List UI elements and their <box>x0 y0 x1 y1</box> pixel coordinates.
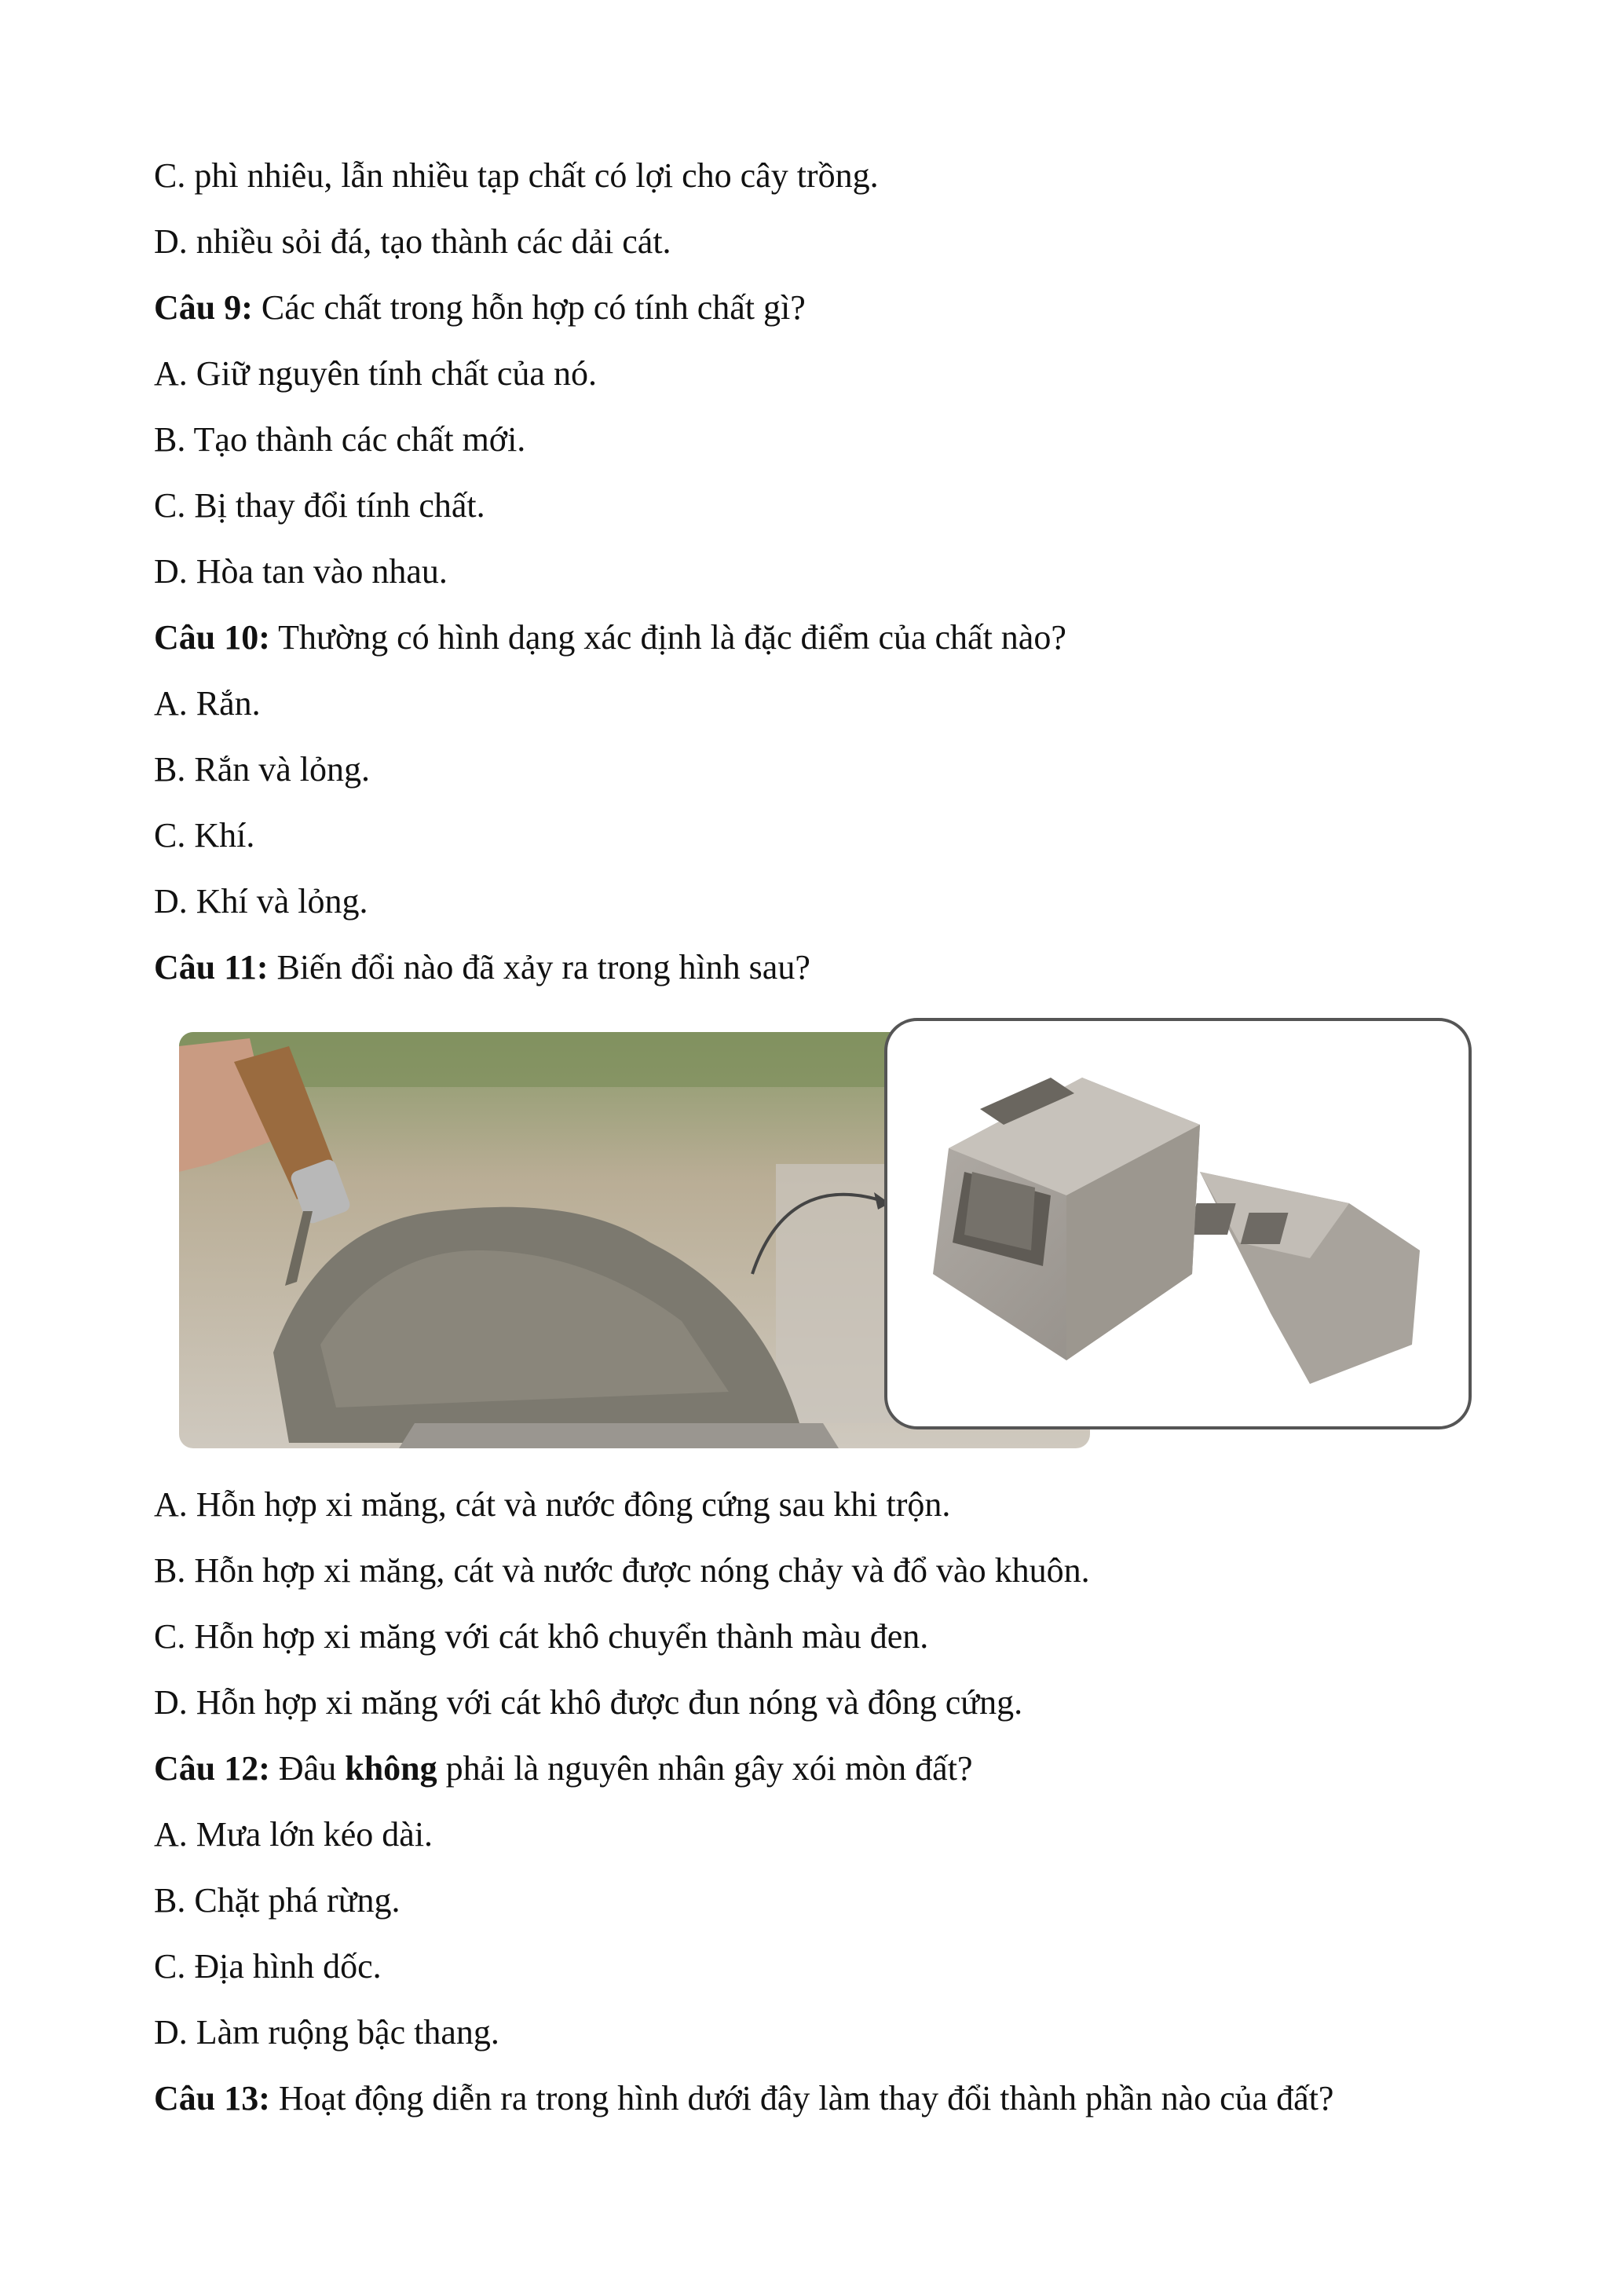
q12-option-d: D. Làm ruộng bậc thang. <box>154 2013 499 2052</box>
q10-option-d: D. Khí và lỏng. <box>154 882 368 921</box>
question-12-label: Câu 12: <box>154 1749 270 1788</box>
right-photo-concrete-blocks <box>886 1019 1470 1428</box>
q10-option-b: B. Rắn và lỏng. <box>154 750 370 789</box>
question-10-label: Câu 10: <box>154 618 270 657</box>
question-10 <box>154 616 1066 660</box>
question-11-text: Biến đổi nào đã xảy ra trong hình sau? <box>268 948 810 986</box>
question-9 <box>154 286 806 330</box>
option-c-prev: C. phì nhiêu, lẫn nhiều tạp chất có lợi cho cây trồng. <box>154 156 879 195</box>
question-13 <box>154 2077 1333 2121</box>
q9-option-d: D. Hòa tan vào nhau. <box>154 552 448 591</box>
question-9-text: Các chất trong hỗn hợp có tính chất gì? <box>252 288 806 327</box>
q12-option-b: B. Chặt phá rừng. <box>154 1881 401 1920</box>
q9-option-c: C. Bị thay đổi tính chất. <box>154 486 485 525</box>
question-11 <box>154 946 810 990</box>
option-d-prev: D. nhiều sỏi đá, tạo thành các dải cát. <box>154 222 671 261</box>
q11-option-b: B. Hỗn hợp xi măng, cát và nước được nóng chảy và đổ vào khuôn. <box>154 1551 1090 1590</box>
question-9-label: Câu 9: <box>154 288 253 327</box>
question-12-emphasis: không <box>345 1749 437 1788</box>
q11-option-a: A. Hỗn hợp xi măng, cát và nước đông cứng sau khi trộn. <box>154 1485 951 1524</box>
question-13-text: Hoạt động diễn ra trong hình dưới đây làm thay đổi thành phần nào của đất? <box>269 2079 1334 2117</box>
q12-option-a: A. Mưa lớn kéo dài. <box>154 1815 433 1854</box>
question-11-label: Câu 11: <box>154 948 269 986</box>
question-12-text-post: phải là nguyên nhân gây xói mòn đất? <box>437 1749 973 1788</box>
q9-option-b: B. Tạo thành các chất mới. <box>154 420 526 459</box>
q9-option-a: A. Giữ nguyên tính chất của nó. <box>154 354 597 393</box>
question-13-label: Câu 13: <box>154 2079 270 2117</box>
question-12 <box>154 1747 972 1791</box>
q11-option-d: D. Hỗn hợp xi măng với cát khô được đun nóng và đông cứng. <box>154 1683 1023 1722</box>
question-10-text: Thường có hình dạng xác định là đặc điểm của chất nào? <box>269 618 1066 657</box>
question-12-text-pre: Đâu <box>269 1749 346 1788</box>
cement-to-brick-figure <box>179 1015 1476 1459</box>
q12-option-c: C. Địa hình dốc. <box>154 1947 382 1986</box>
q10-option-c: C. Khí. <box>154 816 255 855</box>
q10-option-a: A. Rắn. <box>154 684 261 723</box>
q11-option-c: C. Hỗn hợp xi măng với cát khô chuyển thành màu đen. <box>154 1617 929 1656</box>
